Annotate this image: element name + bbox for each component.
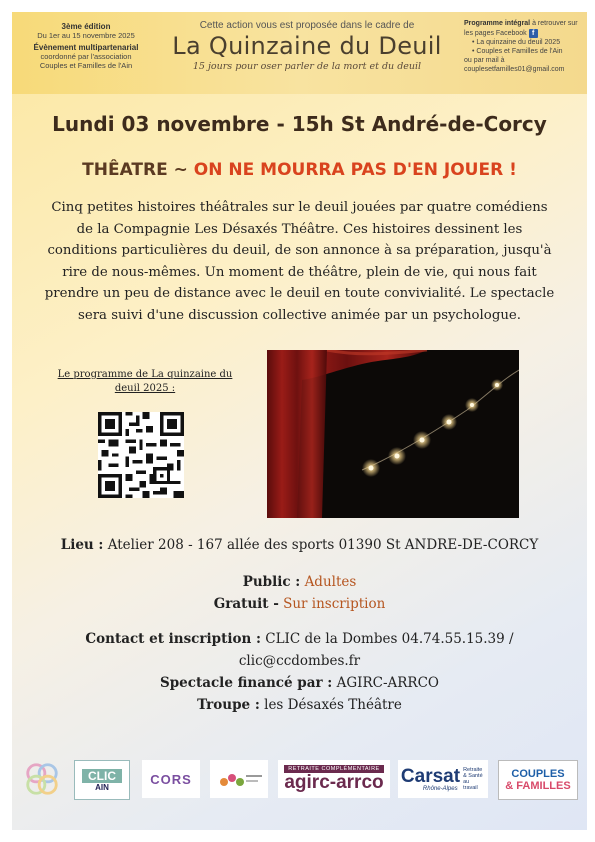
program-item: • La quinzaine du deuil 2025 xyxy=(472,39,584,48)
couples-logo-text: COUPLES xyxy=(511,768,565,780)
page-subtitle: 15 jours pour oser parler de la mort et du deuil xyxy=(192,61,422,72)
audience-label: Public : xyxy=(242,574,301,590)
funding-value: AGIRC-ARRCO xyxy=(336,675,439,691)
action-text: Cette action vous est proposée dans le cadre de xyxy=(199,20,415,31)
couples-familles-logo xyxy=(498,760,578,800)
contact-phone[interactable]: CLIC de la Dombes 04.74.55.15.39 / xyxy=(265,631,514,647)
troupe-label: Troupe : xyxy=(197,697,260,713)
event-date-line xyxy=(12,112,587,136)
quinzaine-logo xyxy=(22,760,62,798)
agirc-logo-text: agirc-arrco xyxy=(284,772,384,793)
program-link-line1: Le programme de La quinzaine du xyxy=(57,369,233,380)
partner-logo-small xyxy=(210,760,268,798)
event-date: Lundi 03 novembre - 15h xyxy=(52,112,334,136)
page-title: La Quinzaine du Deuil xyxy=(172,32,442,60)
troupe-value: les Désaxés Théâtre xyxy=(264,697,402,713)
cors-logo xyxy=(142,760,200,798)
partner-logos xyxy=(12,760,587,800)
venue-address: Atelier 208 - 167 allée des sports 01390 St ANDRE-DE-CORCY xyxy=(107,537,539,553)
program-item: • Couples et Familles de l'Ain xyxy=(472,48,584,57)
price-line xyxy=(12,596,587,612)
contact-email-link[interactable]: couplesetfamilles01@gmail.com xyxy=(464,65,565,73)
troupe-line xyxy=(12,697,587,713)
clic-logo-text: CLIC xyxy=(82,769,122,783)
edition-label: 3ème édition xyxy=(61,22,111,31)
agirc-logo-top: RETRAITE COMPLÉMENTAIRE xyxy=(284,765,383,773)
cors-logo-text: CORS xyxy=(150,771,192,787)
event-type: Évènement multipartenarial xyxy=(33,43,139,52)
by-mail-text: ou par mail à xyxy=(464,57,505,64)
contact-email-line xyxy=(12,653,587,669)
show-category: THÊATRE ~ xyxy=(82,160,194,180)
price-label: Gratuit - xyxy=(213,596,279,612)
qr-code[interactable] xyxy=(98,412,184,498)
show-title-line xyxy=(12,160,587,180)
carsat-logo xyxy=(398,760,488,798)
program-title: Programme intégral xyxy=(464,20,531,27)
carsat-logo-side: Retraite & Santé au travail xyxy=(463,767,483,791)
carsat-logo-text: Carsat xyxy=(400,765,461,787)
stage-photo xyxy=(267,350,519,518)
facebook-icon: f xyxy=(529,29,538,38)
event-description: Cinq petites histoires théâtrales sur le deuil jouées par quatre comédiens de la Compagnie Les Désaxés Théâtre. Ces histoires dessinent les conditions particulières du deuil, de son annonce à sa préparation, jusqu'à rire de nous-mêmes. Un moment de théâtre, plein de vie, qui nous fait prendre un peu de distance avec le deuil en toute convivialité. Le spectacle sera suivi d'une discussion collective animée par un psychologue. xyxy=(44,200,555,323)
funding-label: Spectacle financé par : xyxy=(159,675,333,691)
program-link-label[interactable] xyxy=(50,368,240,396)
audience-line xyxy=(12,574,587,590)
program-list xyxy=(472,39,584,56)
audience-value: Adultes xyxy=(304,574,357,590)
funding-line xyxy=(12,675,587,691)
registration-value: Sur inscription xyxy=(283,596,386,612)
venue-label: Lieu : xyxy=(60,537,104,553)
flyer-page xyxy=(12,12,587,830)
coordinated-line-2: Couples et Familles de l'Ain xyxy=(39,61,133,70)
program-text: à retrouver sur les pages Facebook xyxy=(464,20,578,37)
contact-line xyxy=(12,631,587,647)
clic-logo xyxy=(74,760,130,800)
program-info-block xyxy=(464,20,584,74)
familles-logo-text: & FAMILLES xyxy=(505,780,571,792)
coordinated-line-1: coordonné par l'association xyxy=(40,52,132,61)
carsat-logo-region: Rhône-Alpes xyxy=(422,785,458,792)
clic-logo-sub: AIN xyxy=(95,782,109,792)
contact-email[interactable]: clic@ccdombes.fr xyxy=(238,653,361,669)
event-place: St André-de-Corcy xyxy=(340,112,547,136)
header-banner xyxy=(12,12,587,94)
header-title-block xyxy=(162,20,452,72)
show-title: ON NE MOURRA PAS D'EN JOUER ! xyxy=(193,160,517,180)
venue-line xyxy=(12,537,587,553)
edition-block xyxy=(16,22,156,70)
agirc-arrco-logo xyxy=(278,760,390,798)
program-link-line2: deuil 2025 : xyxy=(114,383,176,394)
edition-dates: Du 1er au 15 novembre 2025 xyxy=(37,31,135,40)
contact-label: Contact et inscription : xyxy=(85,631,261,647)
